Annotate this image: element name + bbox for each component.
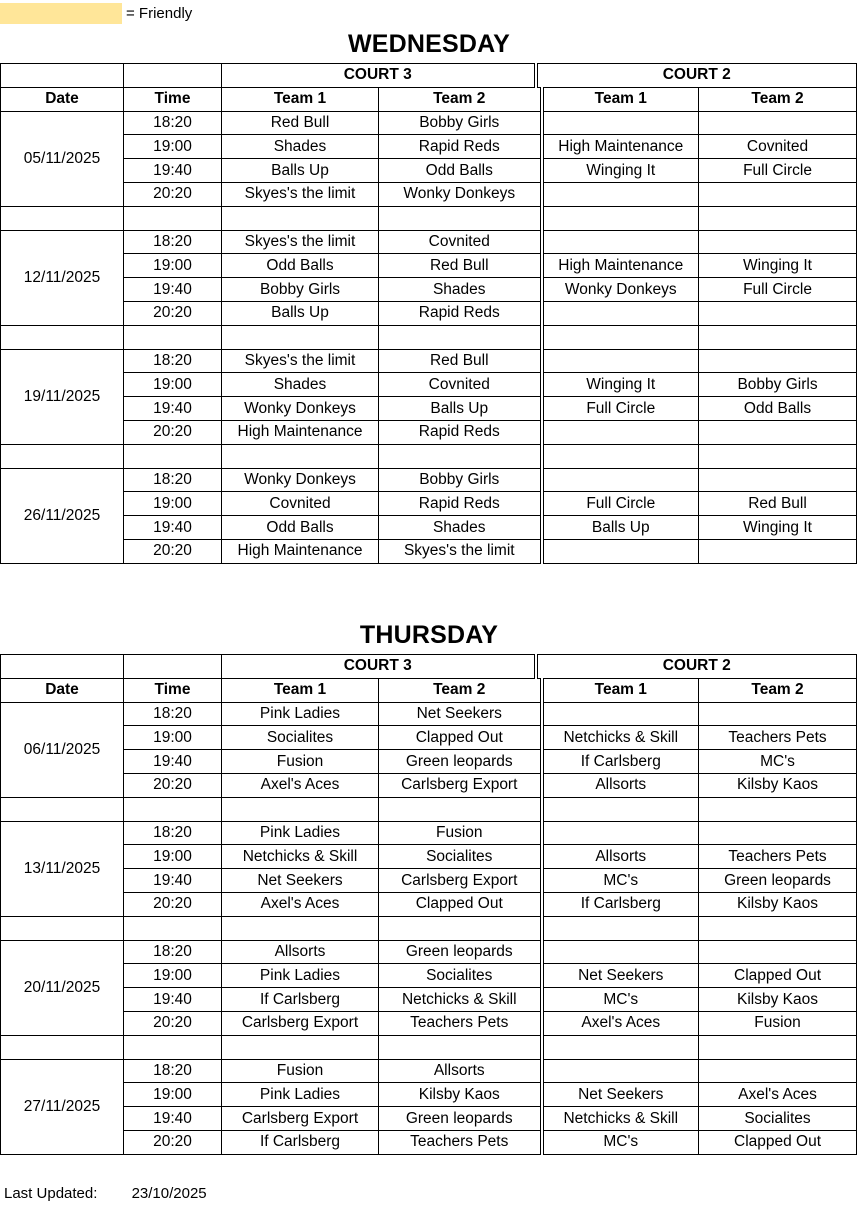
table-row [1,539,857,563]
court-2-team1: High Maintenance [542,135,699,159]
court-2-team1: MC's [542,869,699,893]
blank-cell [1,797,124,821]
table-row [1,1107,857,1131]
blank-cell [379,325,542,349]
time-cell: 19:40 [124,869,222,893]
blank-cell [1,64,124,88]
court-2-team2: Covnited [699,135,857,159]
court-2-team2: Clapped Out [699,964,857,988]
court-2-team2: Fusion [699,1011,857,1035]
blank-cell [542,444,699,468]
blank-cell [1,655,124,679]
table-row [1,111,857,135]
court-3-team2: Bobby Girls [379,468,542,492]
blank-cell [542,916,699,940]
court-3-team1: Pink Ladies [222,1083,379,1107]
blank-cell [699,206,857,230]
table-row [1,159,857,183]
blank-cell [222,444,379,468]
blank-cell [379,1035,542,1059]
court-3-team1: High Maintenance [222,539,379,563]
blank-cell [222,916,379,940]
blank-cell [699,916,857,940]
court-2-team1 [542,111,699,135]
court-2-team2: Teachers Pets [699,845,857,869]
blank-cell [1,444,124,468]
day-title: WEDNESDAY [347,30,511,58]
time-cell: 19:00 [124,373,222,397]
court-3-team1: Fusion [222,750,379,774]
time-cell: 19:00 [124,964,222,988]
team2-header: Team 2 [379,678,542,702]
court-2-team2 [699,182,857,206]
blank-cell [1,325,124,349]
table-row [1,468,857,492]
court-2-team1 [542,821,699,845]
time-cell: 19:00 [124,1083,222,1107]
table-row [1,821,857,845]
court-2-team1: Wonky Donkeys [542,278,699,302]
time-cell: 19:00 [124,845,222,869]
spacer-row [1,444,857,468]
court-2-team2 [699,301,857,325]
court-3-team1: Red Bull [222,111,379,135]
blank-cell [124,444,222,468]
team1-header: Team 1 [222,678,379,702]
table-row [1,301,857,325]
court-3-header: COURT 3 [222,64,536,88]
blank-cell [1,1035,124,1059]
court-3-team1: Wonky Donkeys [222,468,379,492]
time-cell: 18:20 [124,1059,222,1083]
table-row [1,278,857,302]
time-cell: 20:20 [124,1011,222,1035]
court-3-team1: Covnited [222,492,379,516]
court-2-team1 [542,468,699,492]
time-cell: 20:20 [124,773,222,797]
court-2-team2: Kilsby Kaos [699,892,857,916]
table-row [1,1059,857,1083]
court-3-team2: Net Seekers [379,702,542,726]
court-2-team1: Balls Up [542,516,699,540]
date-cell: 13/11/2025 [1,821,124,916]
court-3-team1: Shades [222,373,379,397]
court-3-team2: Rapid Reds [379,301,542,325]
blank-cell [699,444,857,468]
court-2-team1: Net Seekers [542,964,699,988]
blank-cell [699,325,857,349]
court-3-team2: Covnited [379,230,542,254]
court-header-row [1,655,857,679]
blank-cell [124,64,222,88]
court-2-team2: Red Bull [699,492,857,516]
court-3-team2: Kilsby Kaos [379,1083,542,1107]
court-3-team2: Bobby Girls [379,111,542,135]
court-2-team1: Winging It [542,373,699,397]
court-3-team2: Green leopards [379,940,542,964]
date-cell: 26/11/2025 [1,468,124,563]
court-3-team2: Shades [379,516,542,540]
court-2-team2: Kilsby Kaos [699,988,857,1012]
court-3-team2: Shades [379,278,542,302]
table-row [1,182,857,206]
table-row [1,1011,857,1035]
spacer-row [1,797,857,821]
court-3-team2: Socialites [379,845,542,869]
court-2-team2: Teachers Pets [699,726,857,750]
team2-header: Team 2 [379,87,542,111]
court-2-team2: Clapped Out [699,1130,857,1154]
time-cell: 19:00 [124,492,222,516]
team2-header: Team 2 [699,87,857,111]
court-3-team1: Balls Up [222,159,379,183]
blank-cell [699,797,857,821]
court-3-team1: Carlsberg Export [222,1107,379,1131]
court-2-team1: Full Circle [542,397,699,421]
blank-cell [542,325,699,349]
team1-header: Team 1 [222,87,379,111]
court-2-team1 [542,539,699,563]
table-row [1,940,857,964]
date-cell: 20/11/2025 [1,940,124,1035]
court-3-team1: Wonky Donkeys [222,397,379,421]
table-row [1,726,857,750]
date-cell: 27/11/2025 [1,1059,124,1154]
blank-cell [542,206,699,230]
column-header-row [1,678,857,702]
court-2-team2 [699,468,857,492]
spacer-row [1,916,857,940]
court-2-team1: Netchicks & Skill [542,1107,699,1131]
time-cell: 19:40 [124,516,222,540]
court-2-team2 [699,349,857,373]
court-2-team2: MC's [699,750,857,774]
table-row [1,254,857,278]
court-2-team1 [542,301,699,325]
table-row [1,1130,857,1154]
court-2-team1: Winging It [542,159,699,183]
court-3-team2: Odd Balls [379,159,542,183]
court-3-team1: Pink Ladies [222,964,379,988]
friendly-swatch [0,3,122,24]
court-3-team1: If Carlsberg [222,1130,379,1154]
table-row [1,397,857,421]
court-2-team2: Winging It [699,254,857,278]
court-2-team1: MC's [542,1130,699,1154]
court-2-team1: If Carlsberg [542,750,699,774]
court-2-team1 [542,420,699,444]
court-3-team2: Rapid Reds [379,420,542,444]
court-2-team2 [699,821,857,845]
blank-cell [124,797,222,821]
court-2-team2 [699,1059,857,1083]
court-3-team2: Clapped Out [379,726,542,750]
time-cell: 19:40 [124,397,222,421]
blank-cell [542,1035,699,1059]
court-2-team1: Full Circle [542,492,699,516]
date-cell: 12/11/2025 [1,230,124,325]
court-2-team2 [699,111,857,135]
court-3-team2: Green leopards [379,750,542,774]
court-3-team1: Pink Ladies [222,702,379,726]
time-cell: 18:20 [124,349,222,373]
blank-cell [1,916,124,940]
court-2-header: COURT 2 [536,655,857,679]
court-3-team2: Allsorts [379,1059,542,1083]
blank-cell [379,206,542,230]
court-2-team2 [699,940,857,964]
court-2-team1: Axel's Aces [542,1011,699,1035]
schedule-table-thursday [0,654,857,1155]
date-header: Date [1,678,124,702]
court-3-team2: Skyes's the limit [379,539,542,563]
court-3-team1: Odd Balls [222,254,379,278]
column-header-row [1,87,857,111]
blank-cell [222,1035,379,1059]
court-3-team2: Covnited [379,373,542,397]
table-row [1,230,857,254]
blank-cell [379,797,542,821]
court-2-team2: Full Circle [699,278,857,302]
court-3-team2: Wonky Donkeys [379,182,542,206]
court-2-team2: Socialites [699,1107,857,1131]
table-row [1,349,857,373]
blank-cell [222,206,379,230]
last-updated-label: Last Updated: [4,1185,98,1202]
time-header: Time [124,87,222,111]
time-header: Time [124,678,222,702]
court-3-team1: Skyes's the limit [222,182,379,206]
time-cell: 18:20 [124,468,222,492]
court-3-team1: Net Seekers [222,869,379,893]
blank-cell [379,916,542,940]
court-2-team1: MC's [542,988,699,1012]
date-cell: 19/11/2025 [1,349,124,444]
spacer-row [1,1035,857,1059]
court-3-team1: Carlsberg Export [222,1011,379,1035]
time-cell: 19:40 [124,750,222,774]
time-cell: 20:20 [124,420,222,444]
blank-cell [124,325,222,349]
legend-label: = Friendly [126,4,193,22]
court-3-team2: Carlsberg Export [379,869,542,893]
court-3-team2: Socialites [379,964,542,988]
blank-cell [222,797,379,821]
court-3-team1: High Maintenance [222,420,379,444]
table-row [1,845,857,869]
court-3-team1: Shades [222,135,379,159]
court-3-team1: Balls Up [222,301,379,325]
team1-header: Team 1 [542,678,699,702]
court-3-team1: Axel's Aces [222,773,379,797]
court-3-team2: Clapped Out [379,892,542,916]
time-cell: 18:20 [124,702,222,726]
court-2-team2 [699,420,857,444]
blank-cell [124,1035,222,1059]
time-cell: 20:20 [124,892,222,916]
court-2-team1: Allsorts [542,773,699,797]
time-cell: 18:20 [124,230,222,254]
table-row [1,373,857,397]
schedule-table-wednesday [0,63,857,564]
court-3-team1: Socialites [222,726,379,750]
court-3-team2: Rapid Reds [379,492,542,516]
time-cell: 19:40 [124,1107,222,1131]
court-2-team2: Winging It [699,516,857,540]
table-row [1,988,857,1012]
blank-cell [222,325,379,349]
court-3-team1: Skyes's the limit [222,230,379,254]
court-2-team2 [699,539,857,563]
court-3-team2: Green leopards [379,1107,542,1131]
court-2-team1: Allsorts [542,845,699,869]
spacer-row [1,325,857,349]
court-3-team2: Rapid Reds [379,135,542,159]
court-2-team2: Full Circle [699,159,857,183]
date-header: Date [1,87,124,111]
table-row [1,750,857,774]
table-row [1,420,857,444]
court-2-header: COURT 2 [536,64,857,88]
time-cell: 19:40 [124,278,222,302]
court-2-team1 [542,702,699,726]
time-cell: 19:40 [124,988,222,1012]
time-cell: 19:40 [124,159,222,183]
court-3-team2: Balls Up [379,397,542,421]
time-cell: 20:20 [124,539,222,563]
court-3-team1: Bobby Girls [222,278,379,302]
court-2-team2: Kilsby Kaos [699,773,857,797]
court-3-team2: Teachers Pets [379,1130,542,1154]
time-cell: 18:20 [124,821,222,845]
blank-cell [699,1035,857,1059]
footer [4,1185,207,1202]
blank-cell [379,444,542,468]
court-3-team1: If Carlsberg [222,988,379,1012]
court-2-team2: Axel's Aces [699,1083,857,1107]
court-3-team1: Pink Ladies [222,821,379,845]
court-3-team2: Red Bull [379,254,542,278]
table-row [1,516,857,540]
time-cell: 20:20 [124,1130,222,1154]
court-2-team1 [542,940,699,964]
court-3-team2: Fusion [379,821,542,845]
court-2-team2 [699,702,857,726]
court-2-team1: If Carlsberg [542,892,699,916]
court-3-team2: Carlsberg Export [379,773,542,797]
team2-header: Team 2 [699,678,857,702]
table-row [1,869,857,893]
blank-cell [1,206,124,230]
time-cell: 19:00 [124,254,222,278]
court-2-team1 [542,1059,699,1083]
time-cell: 19:00 [124,135,222,159]
court-2-team1: Netchicks & Skill [542,726,699,750]
time-cell: 19:00 [124,726,222,750]
blank-cell [124,206,222,230]
table-row [1,892,857,916]
table-row [1,702,857,726]
court-2-team2: Odd Balls [699,397,857,421]
court-2-team2 [699,230,857,254]
court-2-team2: Green leopards [699,869,857,893]
court-3-team1: Allsorts [222,940,379,964]
table-row [1,135,857,159]
table-row [1,1083,857,1107]
legend [0,2,192,24]
court-2-team1 [542,349,699,373]
team1-header: Team 1 [542,87,699,111]
court-2-team1 [542,182,699,206]
court-2-team2: Bobby Girls [699,373,857,397]
court-3-team2: Teachers Pets [379,1011,542,1035]
court-3-header: COURT 3 [222,655,536,679]
court-2-team1 [542,230,699,254]
blank-cell [124,916,222,940]
court-3-team1: Skyes's the limit [222,349,379,373]
spacer-row [1,206,857,230]
time-cell: 18:20 [124,111,222,135]
court-3-team1: Axel's Aces [222,892,379,916]
table-row [1,492,857,516]
table-row [1,773,857,797]
blank-cell [542,797,699,821]
court-3-team2: Netchicks & Skill [379,988,542,1012]
day-title: THURSDAY [359,621,499,649]
time-cell: 20:20 [124,301,222,325]
last-updated-value: 23/10/2025 [131,1185,207,1202]
table-row [1,964,857,988]
court-3-team1: Odd Balls [222,516,379,540]
court-3-team2: Red Bull [379,349,542,373]
court-3-team1: Netchicks & Skill [222,845,379,869]
date-cell: 05/11/2025 [1,111,124,206]
time-cell: 18:20 [124,940,222,964]
court-header-row [1,64,857,88]
blank-cell [124,655,222,679]
court-3-team1: Fusion [222,1059,379,1083]
date-cell: 06/11/2025 [1,702,124,797]
court-2-team1: High Maintenance [542,254,699,278]
time-cell: 20:20 [124,182,222,206]
court-2-team1: Net Seekers [542,1083,699,1107]
